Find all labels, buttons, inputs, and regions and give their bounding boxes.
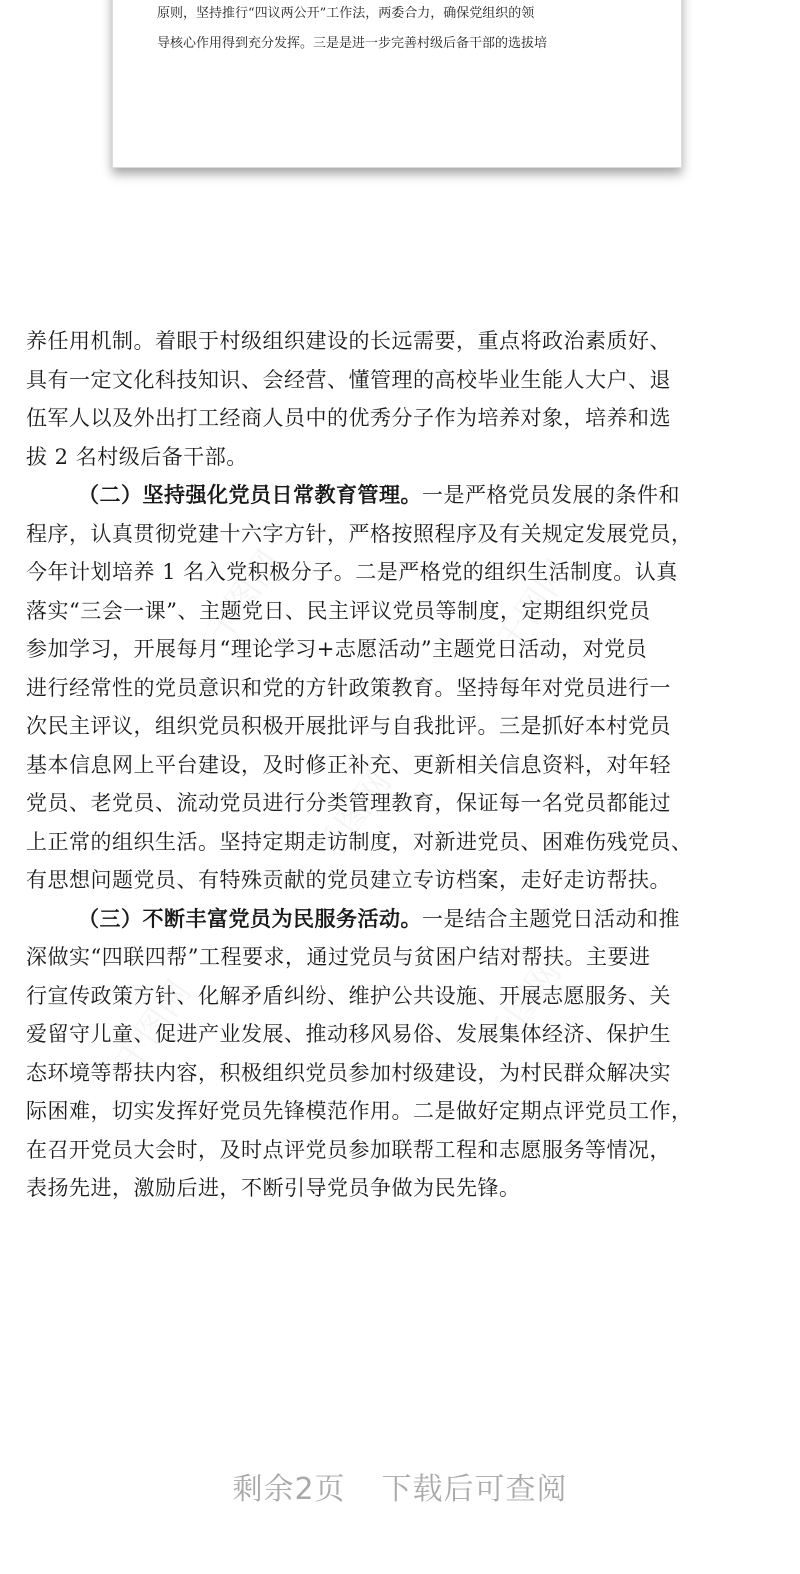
text-line: 今年计划培养 1 名入党积极分子。二是严格党的组织生活制度。认真	[26, 560, 678, 584]
text-line: 际困难，切实发挥好党员先锋模范作用。二是做好定期点评党员工作，	[26, 1099, 693, 1123]
text-line: 有思想问题党员、有特殊贡献的党员建立专访档案，走好走访帮扶。	[26, 868, 671, 892]
text-line: 程序，认真贯彻党建十六字方针，严格按照程序及有关规定发展党员，	[26, 521, 693, 546]
text-line: 在召开党员大会时，及时点评党员参加联帮工程和志愿服务等情况，	[26, 1137, 671, 1162]
text-line: 党员、老党员、流动党员进行分类管理教育，保证每一名党员都能过	[26, 791, 671, 815]
preview-line: 原则，坚持推行“四议两公开”工作法，两委合力，确保党组织的领	[157, 6, 535, 21]
text-line: 落实“三会一课”、主题党日、民主评议党员等制度，定期组织党员	[26, 598, 651, 623]
text-line: 具有一定文化科技知识、会经营、懂管理的高校毕业生能人大户、退	[26, 367, 671, 392]
text-line: 态环境等帮扶内容，积极组织党员参加村级建设，为村民群众解决实	[26, 1060, 671, 1085]
text-line: 上正常的组织生活。坚持定期走访制度，对新进党员、困难伤残党员、	[26, 829, 693, 854]
text-fragment: 一是严格党员发展的条件和	[422, 483, 680, 507]
text-line: 行宣传政策方针、化解矛盾纠纷、维护公共设施、开展志愿服务、关	[26, 983, 671, 1008]
text-line: 爱留守儿童、促进产业发展、推动移风易俗、发展集体经济、保护生	[26, 1022, 671, 1046]
download-prompt[interactable]	[0, 1464, 800, 1508]
text-line: 伍军人以及外出打工经商人员中的优秀分子作为培养对象，培养和选	[26, 406, 671, 430]
previous-page-preview	[112, 0, 682, 168]
document-body	[26, 322, 782, 1208]
text-line: 进行经常性的党员意识和党的方针政策教育。坚持每年对党员进行一	[26, 675, 671, 700]
section-three-first-line	[26, 900, 782, 939]
text-line: 参加学习，开展每月“理论学习+志愿活动”主题党日活动，对党员	[26, 637, 648, 661]
text-line: 次民主评议，组织党员积极开展批评与自我批评。三是抓好本村党员	[26, 714, 671, 738]
text-line: 表扬先进，激励后进，不断引导党员争做为民先锋。	[26, 1176, 521, 1200]
text-line: 养任用机制。着眼于村级组织建设的长远需要，重点将政治素质好、	[26, 329, 671, 353]
text-line: 基本信息网上平台建设，及时修正补充、更新相关信息资料，对年轻	[26, 752, 671, 777]
preview-line: 导核心作用得到充分发挥。三是是进一步完善村级后备干部的选拔培	[157, 36, 548, 51]
section-two-first-line	[26, 476, 782, 515]
section-three-heading: （三）不断丰富党员为民服务活动。	[78, 905, 422, 931]
text-line: 深做实“四联四帮”工程要求，通过党员与贫困户结对帮扶。主要进	[26, 945, 651, 969]
preview-text	[157, 0, 647, 71]
text-fragment: 一是结合主题党日活动和推	[422, 906, 680, 931]
remaining-pages-label: 剩余2页	[232, 1472, 346, 1507]
download-to-view-label[interactable]: 下载后可查阅	[381, 1472, 568, 1507]
section-two-heading: （二）坚持强化党员日常教育管理。	[78, 482, 422, 507]
text-line: 拔 2 名村级后备干部。	[26, 444, 248, 469]
